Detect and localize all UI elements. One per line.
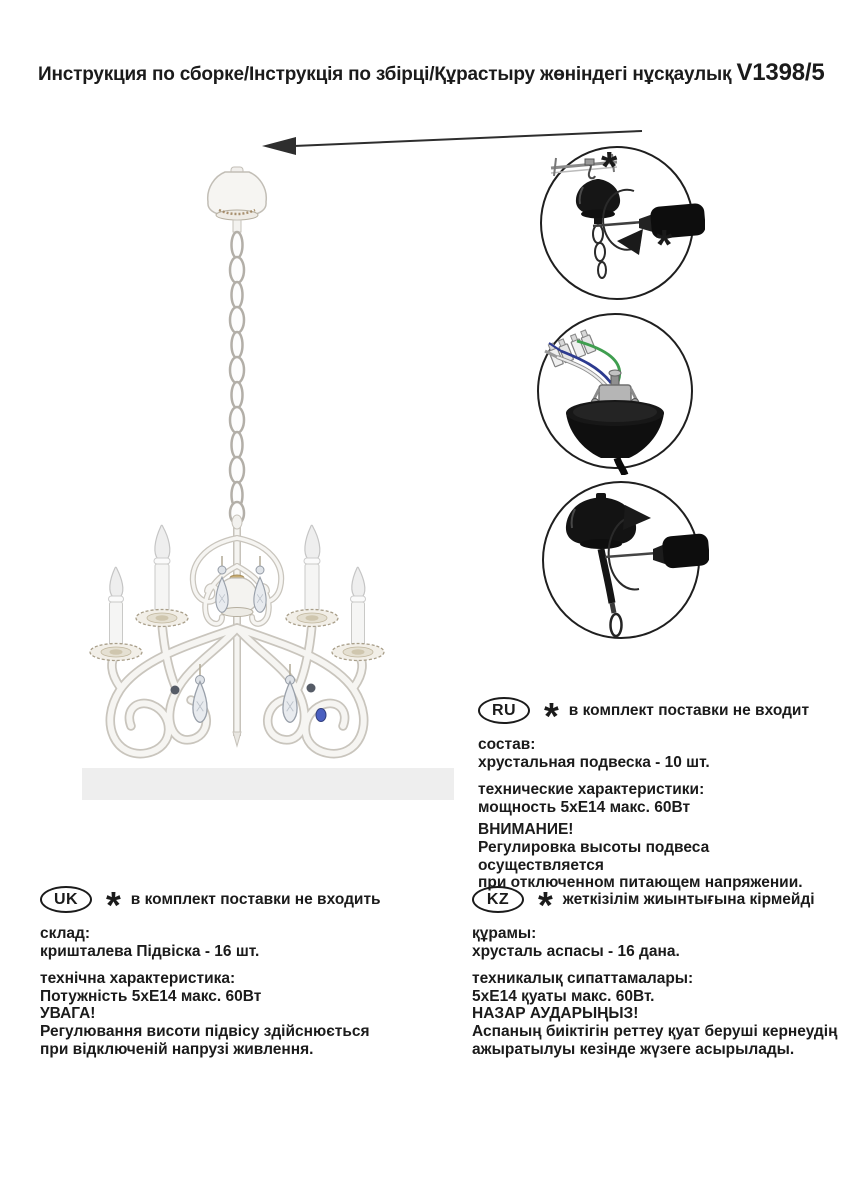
text-line: УВАГА! — [40, 1005, 96, 1023]
language-badge-kz: KZ — [472, 886, 524, 913]
step-1-diagram — [533, 143, 705, 305]
asterisk-icon: * — [106, 884, 121, 927]
text-line: склад: — [40, 925, 91, 942]
uk-composition — [40, 925, 450, 960]
section-uk — [40, 886, 450, 1058]
asterisk-icon: * — [656, 221, 673, 268]
text-line: технічна характеристика: — [40, 970, 236, 988]
chain-link-icon — [611, 614, 622, 636]
candle-left-outer — [90, 567, 142, 660]
candle-left-inner — [136, 525, 188, 626]
text-line: техникалық сипаттамалары: — [472, 970, 694, 988]
cable-icon — [617, 458, 625, 475]
model-number: V1398/5 — [736, 59, 825, 86]
title-text: Инструкция по сборке/Інструкція по збірці/Құрастыру жөніндегі нұсқаулық — [38, 64, 732, 85]
blue-crystal-bead — [316, 709, 326, 722]
page-title — [38, 59, 828, 87]
ru-specs — [478, 781, 834, 816]
text-line: 5хЕ14 қуаты макс. 60Вт. — [472, 987, 655, 1005]
text-line: құрамы: — [472, 925, 537, 942]
candle-right-outer — [332, 567, 384, 660]
ru-warning — [478, 821, 834, 891]
text-line: ажыратылуы кезінде жүзеге асырылады. — [472, 1040, 795, 1058]
ceiling-canopy — [208, 167, 267, 232]
arrowhead-icon — [262, 137, 296, 155]
text-line: при відключеній напрузі живлення. — [40, 1040, 314, 1058]
asterisk-icon: * — [544, 695, 559, 738]
footnote-ru: в комплект поставки не входит — [568, 701, 810, 719]
section-kz-header — [472, 884, 842, 927]
hanging-chain — [230, 232, 244, 524]
candle-right-inner — [286, 525, 338, 626]
kz-composition — [472, 925, 842, 960]
language-badge-ru: RU — [478, 697, 530, 724]
chain-icon — [593, 225, 606, 278]
text-line: НАЗАР АУДАРЫҢЫЗ! — [472, 1005, 639, 1023]
dark-crystal-bead — [171, 686, 180, 695]
text-line: кришталева Підвіска - 16 шт. — [40, 942, 260, 960]
dark-crystal-bead — [307, 684, 316, 693]
footnote-uk: в комплект поставки не входить — [130, 890, 381, 908]
language-badge-uk: UK — [40, 886, 92, 913]
text-line: ВНИМАНИЕ! — [478, 821, 574, 839]
text-line: Потужність 5хЕ14 макс. 60Вт — [40, 987, 262, 1005]
section-uk-header — [40, 884, 450, 927]
rod-icon — [601, 549, 622, 636]
chandelier-photo — [70, 166, 460, 811]
kz-specs — [472, 970, 842, 1058]
asterisk-icon: * — [538, 884, 553, 927]
asterisk-icon: * — [601, 143, 618, 190]
text-line: Аспаның биіктігін реттеу қуат беруші кернеудің — [472, 1022, 838, 1040]
text-line: при отключенном питающем напряжении. — [478, 874, 803, 892]
text-line: технические характеристики: — [478, 781, 705, 799]
text-line: хрусталь аспасы - 16 дана. — [472, 942, 680, 960]
step-2-diagram — [531, 309, 699, 475]
text-line: Регулювання висоти підвісу здійснюється — [40, 1022, 370, 1040]
photo-backdrop — [82, 768, 454, 800]
text-line: состав: — [478, 736, 536, 753]
section-ru-header — [478, 695, 834, 738]
text-line: мощность 5хЕ14 макс. 60Вт — [478, 798, 691, 816]
section-kz — [472, 886, 842, 1058]
section-ru — [478, 697, 834, 892]
ru-composition — [478, 736, 834, 771]
ceiling-cup-icon — [566, 400, 664, 475]
step-3-diagram — [535, 477, 709, 645]
footnote-kz: жеткізілім жиынтығына кірмейді — [562, 890, 815, 908]
text-line: Регулировка высоты подвеса осуществляется — [478, 838, 710, 874]
text-line: хрустальная подвеска - 10 шт. — [478, 753, 710, 771]
uk-specs — [40, 970, 450, 1058]
